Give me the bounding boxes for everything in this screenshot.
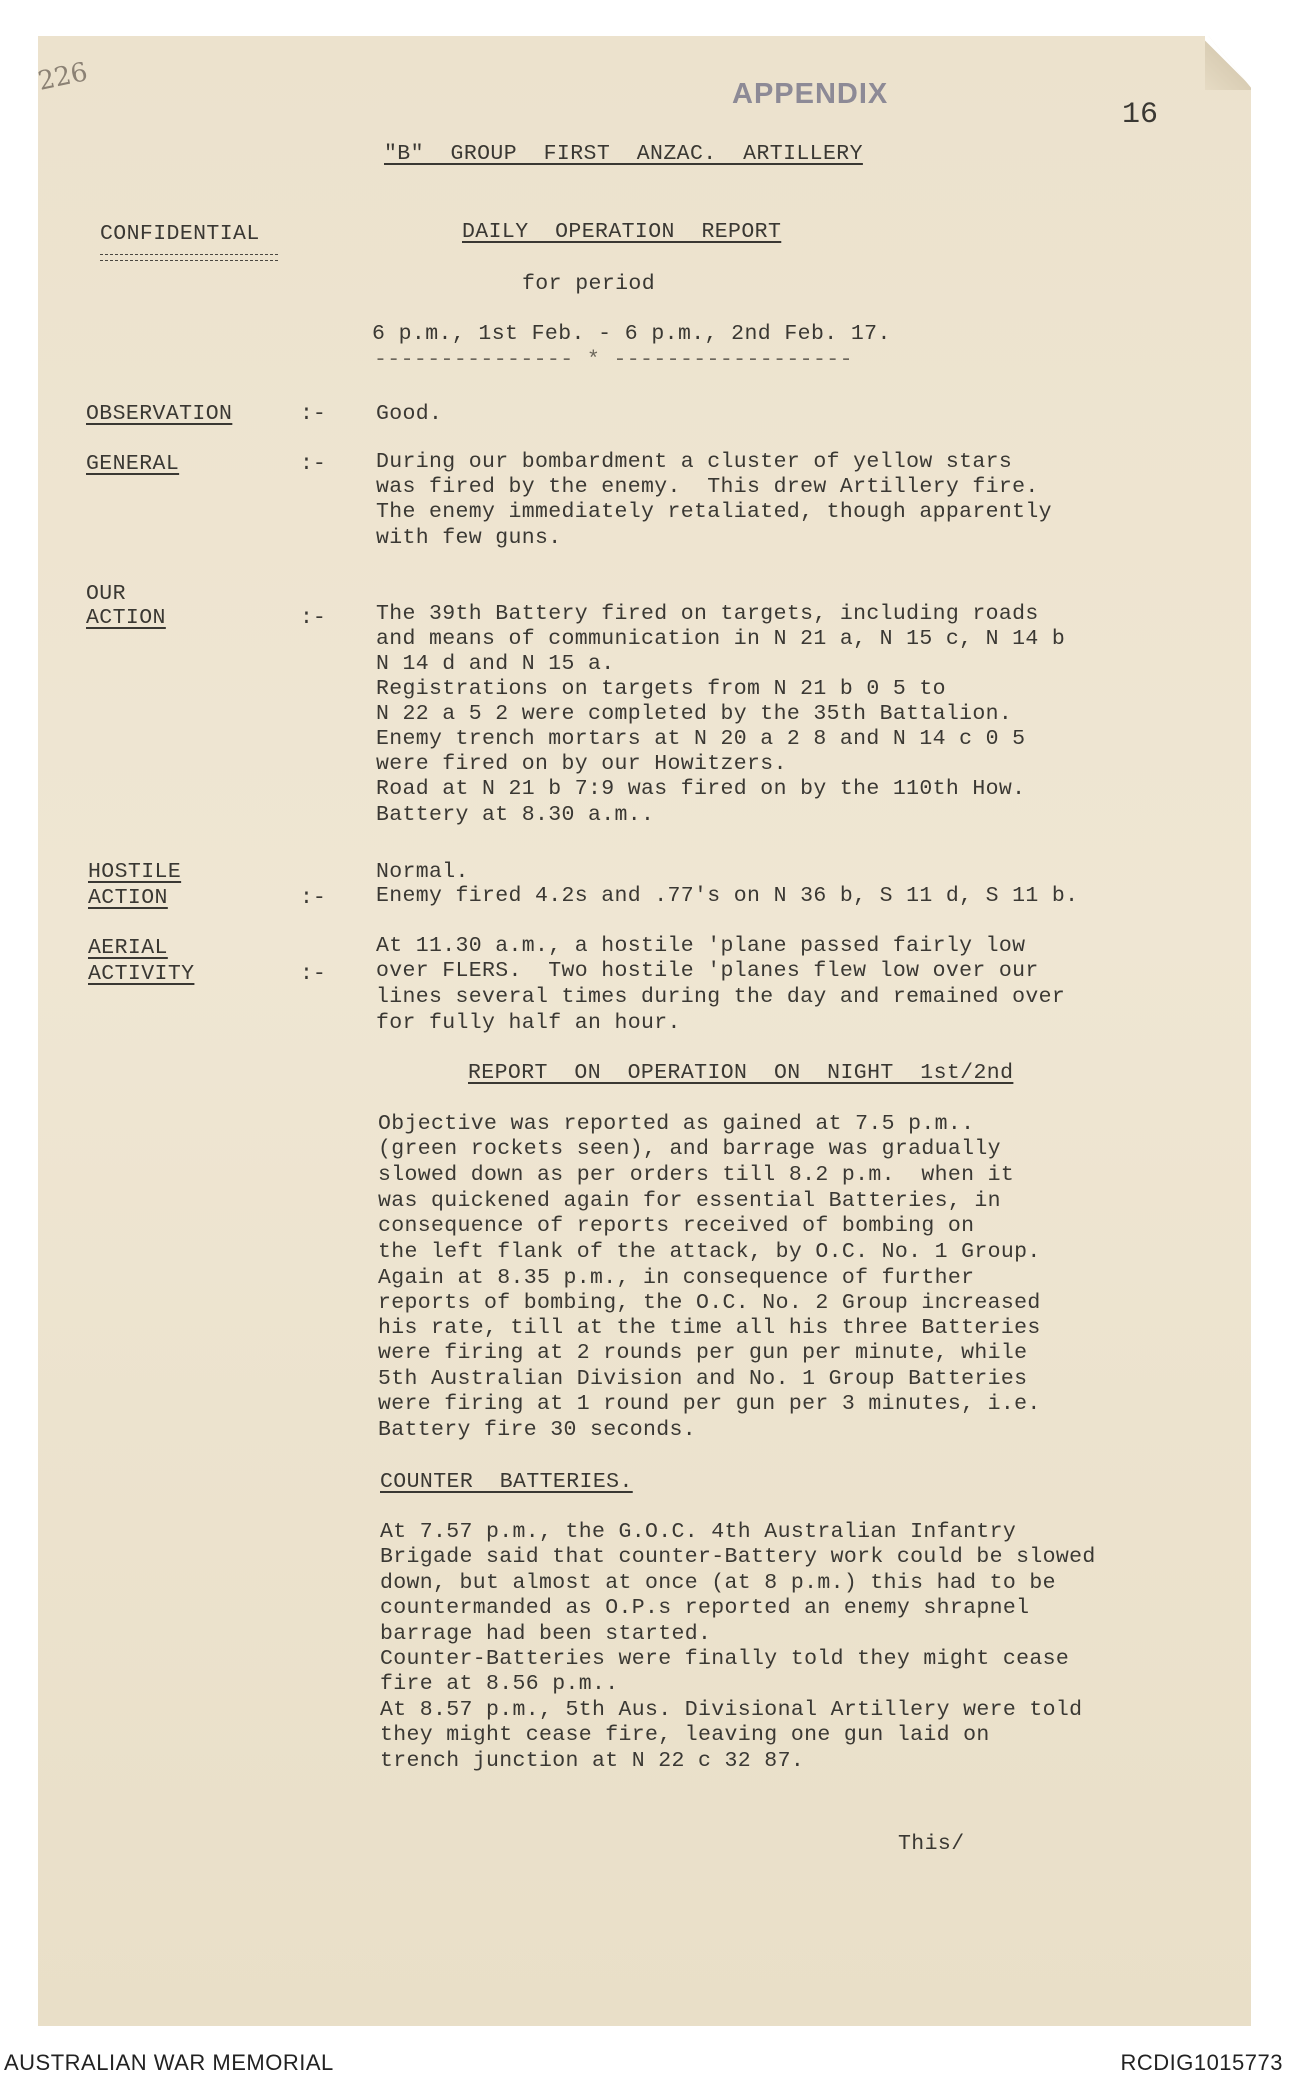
aerial-activity-line: At 11.30 a.m., a hostile 'plane passed fairly low (376, 934, 1026, 958)
group-heading: "B" GROUP FIRST ANZAC. ARTILLERY (384, 142, 863, 166)
pencil-annotation: 226 (35, 57, 91, 97)
our-action-line: Registrations on targets from N 21 b 0 5 to (376, 677, 946, 701)
operation-report-heading: REPORT ON OPERATION ON NIGHT 1st/2nd (468, 1061, 1014, 1085)
our-action-line: N 14 d and N 15 a. (376, 652, 615, 676)
our-action-line: The 39th Battery fired on targets, including roads (376, 602, 1039, 626)
our-action-line: were fired on by our Howitzers. (376, 752, 787, 776)
operation-report-line: reports of bombing, the O.C. No. 2 Group increased (378, 1291, 1041, 1315)
operation-report-line: (green rockets seen), and barrage was gradually (378, 1137, 1001, 1161)
period-range: 6 p.m., 1st Feb. - 6 p.m., 2nd Feb. 17. (372, 322, 891, 346)
general-colon: :- (300, 452, 326, 476)
our-action-line: Enemy trench mortars at N 20 a 2 8 and N 14 c 0 5 (376, 727, 1026, 751)
general-line: The enemy immediately retaliated, though apparently (376, 500, 1052, 524)
observation-text: Good. (376, 402, 443, 426)
counter-batteries-line: Counter-Batteries were finally told they might cease (380, 1647, 1070, 1671)
operation-report-line: the left flank of the attack, by O.C. No. 1 Group. (378, 1240, 1041, 1264)
hostile-action-line: Normal. (376, 860, 469, 884)
general-line: was fired by the enemy. This drew Artillery fire. (376, 475, 1039, 499)
our-action-colon: :- (300, 606, 326, 630)
counter-batteries-line: Brigade said that counter-Battery work could be slowed (380, 1545, 1096, 1569)
report-title: DAILY OPERATION REPORT (462, 220, 782, 244)
aerial-activity-colon: :- (300, 962, 326, 986)
general-line: During our bombardment a cluster of yellow stars (376, 450, 1013, 474)
aerial-activity-line: lines several times during the day and remained over (376, 985, 1066, 1009)
our-action-line: N 22 a 5 2 were completed by the 35th Battalion. (376, 702, 1013, 726)
operation-report-line: consequence of reports received of bombing on (378, 1214, 975, 1238)
operation-report-line: 5th Australian Division and No. 1 Group Batteries (378, 1367, 1028, 1391)
operation-report-line: his rate, till at the time all his three Batteries (378, 1316, 1041, 1340)
our-action-line: Battery at 8.30 a.m.. (376, 803, 655, 827)
operation-report-line: slowed down as per orders till 8.2 p.m. when it (378, 1163, 1015, 1187)
footer-institution: AUSTRALIAN WAR MEMORIAL (4, 2050, 334, 2075)
observation-colon: :- (300, 402, 326, 426)
counter-batteries-line: At 7.57 p.m., the G.O.C. 4th Australian Infantry (380, 1520, 1017, 1544)
hostile-action-label-2: ACTION (88, 886, 168, 910)
counter-batteries-line: they might cease fire, leaving one gun laid on (380, 1723, 990, 1747)
appendix-stamp: APPENDIX (732, 78, 889, 110)
our-action-line: Road at N 21 b 7:9 was fired on by the 110th How. (376, 777, 1026, 801)
footer-record-id: RCDIG1015773 (1120, 2050, 1283, 2075)
operation-report-line: Battery fire 30 seconds. (378, 1418, 697, 1442)
for-period-label: for period (522, 272, 656, 296)
counter-batteries-line: countermanded as O.P.s reported an enemy shrapnel (380, 1596, 1030, 1620)
counter-batteries-heading: COUNTER BATTERIES. (380, 1470, 633, 1494)
counter-batteries-line: fire at 8.56 p.m.. (380, 1672, 619, 1696)
general-label: GENERAL (86, 452, 180, 476)
confidential-label: CONFIDENTIAL (100, 222, 260, 246)
continuation-catchword: This/ (898, 1832, 965, 1856)
counter-batteries-line: down, but almost at once (at 8 p.m.) this had to be (380, 1571, 1056, 1595)
counter-batteries-line: trench junction at N 22 c 32 87. (380, 1749, 805, 1773)
operation-report-line: were firing at 1 round per gun per 3 minutes, i.e. (378, 1392, 1041, 1416)
confidential-double-rule (100, 254, 278, 261)
our-action-label-2: ACTION (86, 606, 166, 630)
operation-report-line: were firing at 2 rounds per gun per minute, while (378, 1341, 1028, 1365)
counter-batteries-line: barrage had been started. (380, 1622, 712, 1646)
operation-report-line: Again at 8.35 p.m., in consequence of further (378, 1266, 975, 1290)
aerial-activity-line: for fully half an hour. (376, 1011, 681, 1035)
separator-rule: --------------- * ------------------ (374, 348, 853, 372)
general-line: with few guns. (376, 526, 562, 550)
our-action-label-1: OUR (86, 582, 126, 606)
operation-report-line: Objective was reported as gained at 7.5 p.m.. (378, 1112, 975, 1136)
hostile-action-label-1: HOSTILE (88, 860, 182, 884)
observation-label: OBSERVATION (86, 402, 233, 426)
aerial-activity-line: over FLERS. Two hostile 'planes flew low over our (376, 959, 1039, 983)
counter-batteries-line: At 8.57 p.m., 5th Aus. Divisional Artillery were told (380, 1698, 1083, 1722)
operation-report-line: was quickened again for essential Batteries, in (378, 1189, 1001, 1213)
aerial-activity-label-1: AERIAL (88, 936, 168, 960)
hostile-action-colon: :- (300, 886, 326, 910)
our-action-line: and means of communication in N 21 a, N 15 c, N 14 b (376, 627, 1066, 651)
aerial-activity-label-2: ACTIVITY (88, 962, 195, 986)
hostile-action-line: Enemy fired 4.2s and .77's on N 36 b, S 11 d, S 11 b. (376, 884, 1079, 908)
page-number: 16 (1122, 98, 1159, 132)
